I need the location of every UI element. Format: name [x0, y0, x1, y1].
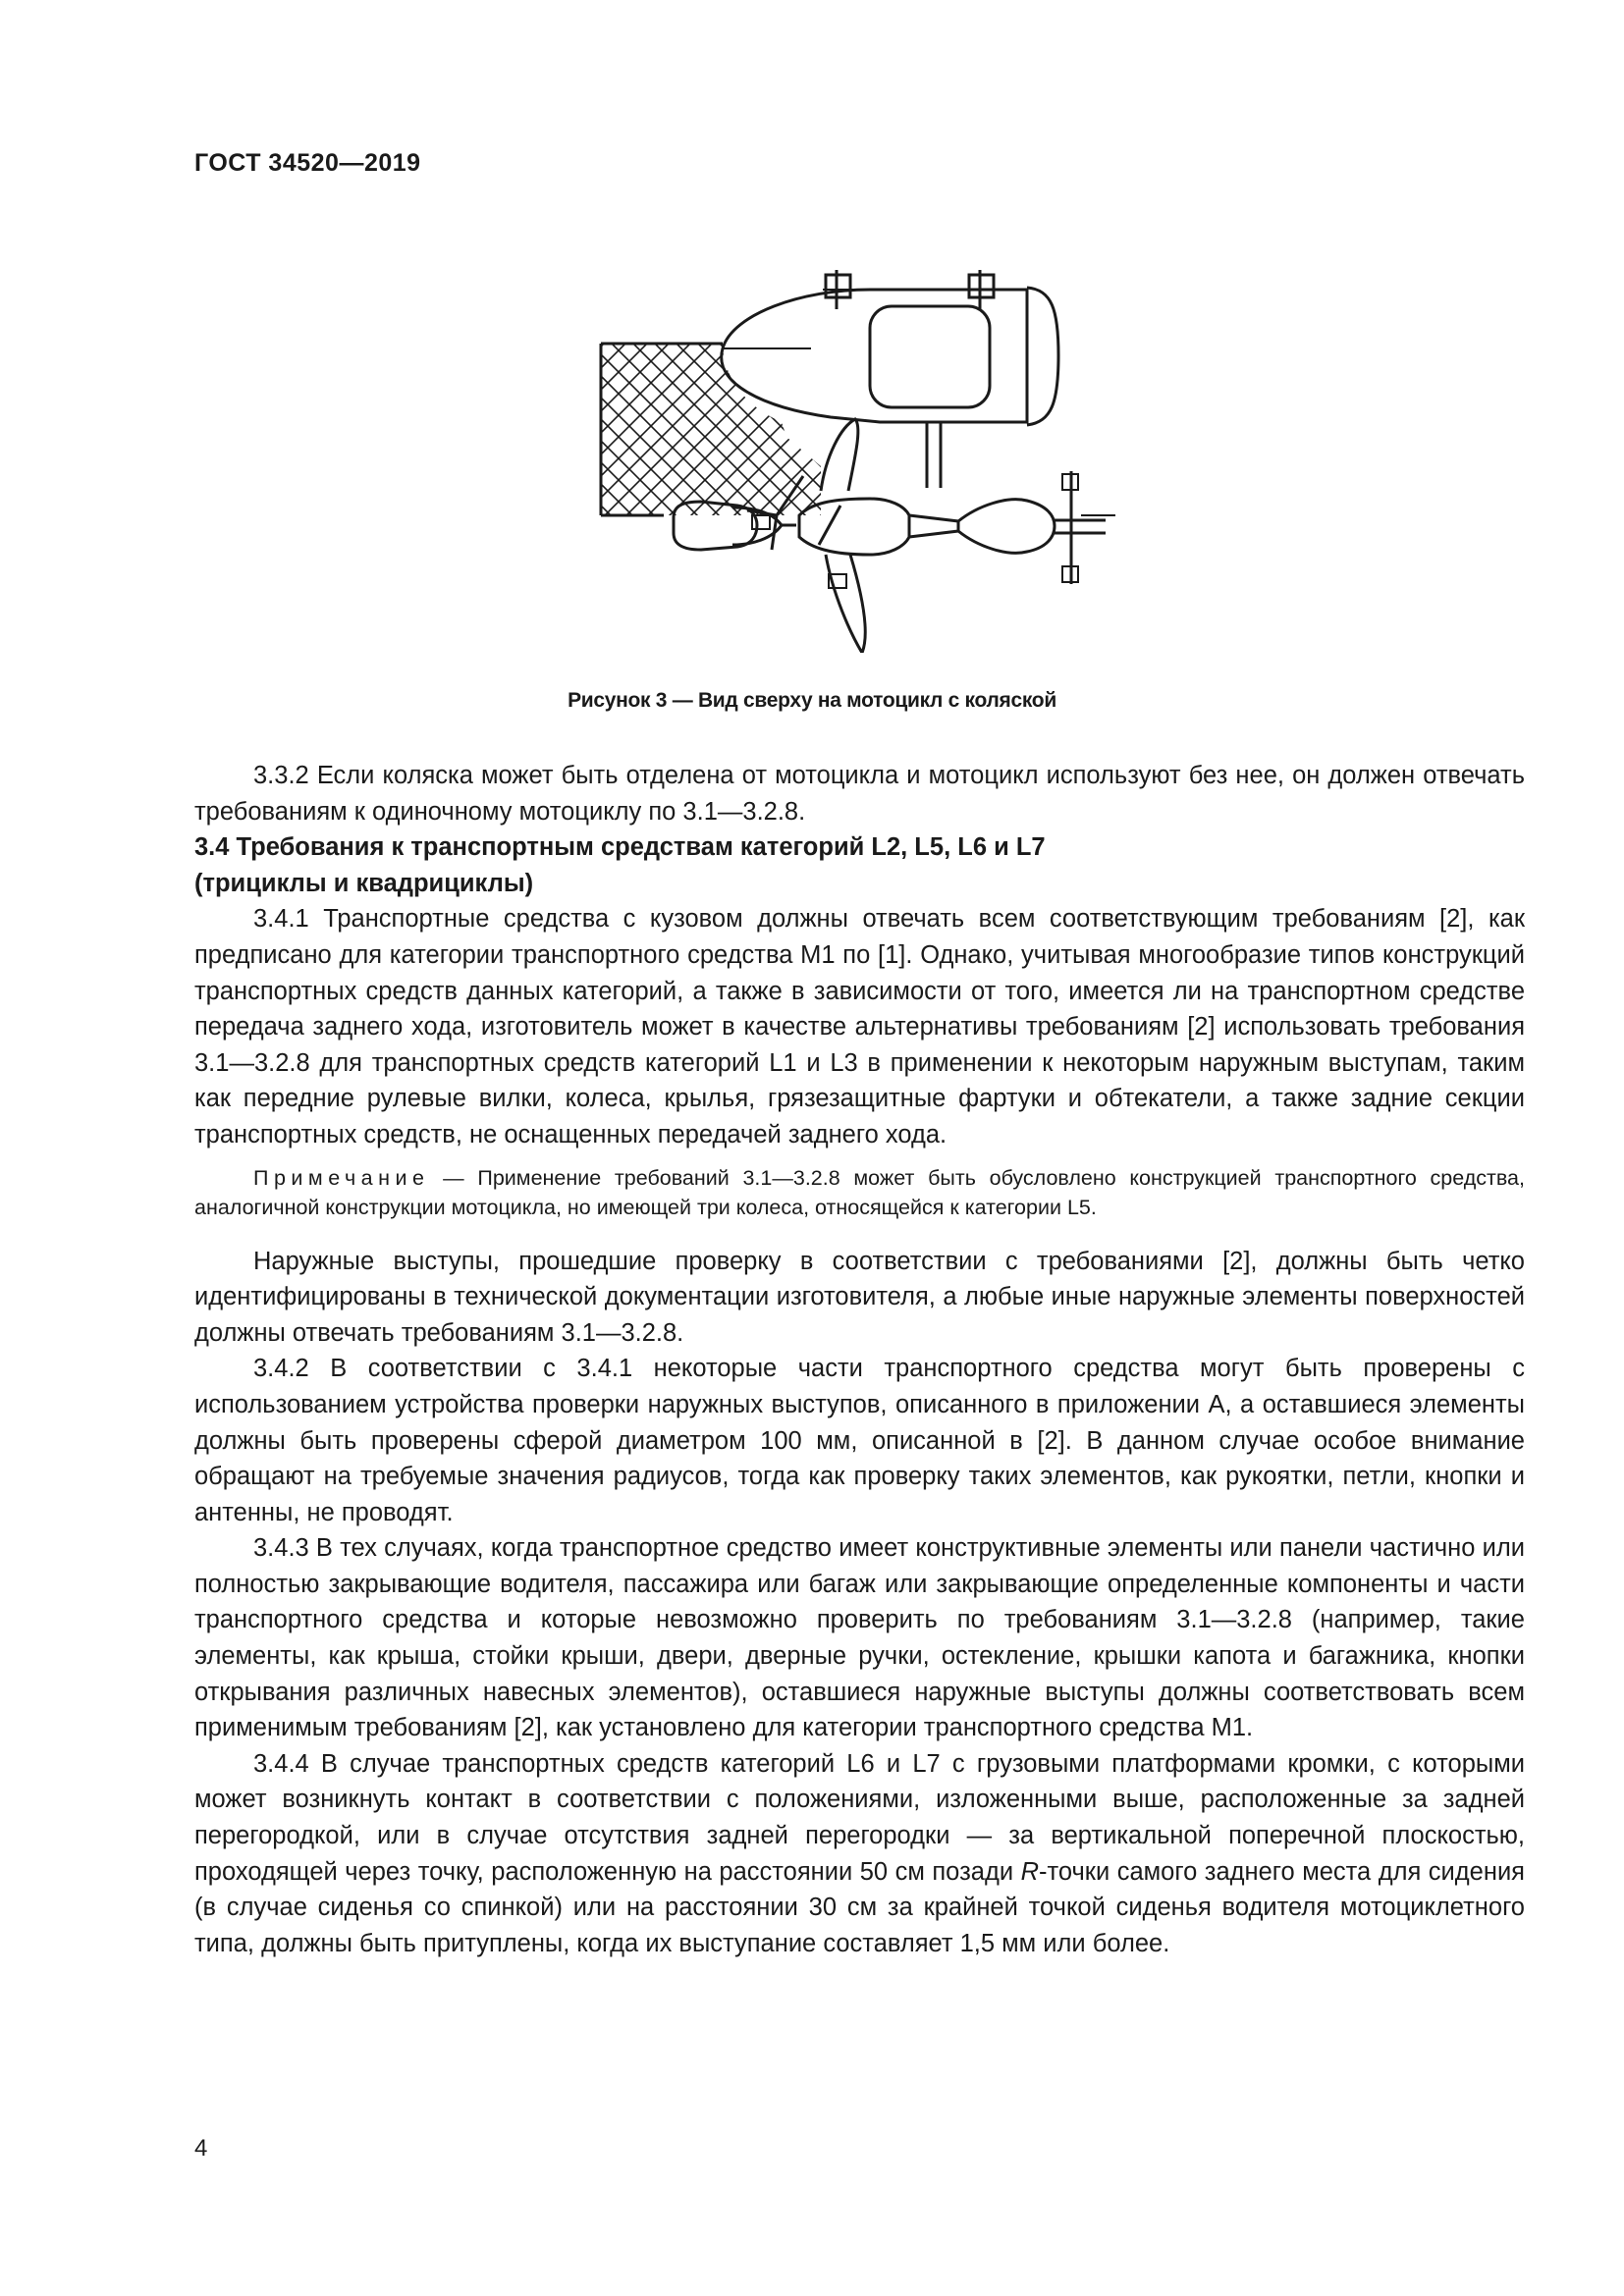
- note-text: — Применение требований 3.1—3.2.8 может быть обусловлено конструкцией транспортного средства, аналогичной конструкции мотоцикла, но имеющей три колеса, относящейся к категории L5.: [194, 1165, 1525, 1219]
- note: [194, 1163, 1525, 1222]
- section-heading-line-2: (трициклы и квадрициклы): [194, 869, 534, 897]
- note-label: Примечание: [253, 1165, 430, 1190]
- figure-caption: Рисунок 3 — Вид сверху на мотоцикл с коляской: [568, 689, 1056, 712]
- figure-3-motorcycle-sidecar-drawing: [575, 221, 1135, 653]
- document-id: ГОСТ 34520—2019: [194, 149, 421, 177]
- paragraph-3-4-4-part-a: 3.4.4 В случае транспортных средств категорий L6 и L7 с грузовыми платформами кромки, с которыми может возникнуть контакт в соответствии с положениями, изложенными выше, расположенные за задней перегородкой, или в случае отсутствия задней перегородки — за вертикальной поперечной плоскостью, проходящей через точку, расположенную на расстоянии 50 см позади: [194, 1749, 1525, 1886]
- paragraph-3-3-2: 3.3.2 Если коляска может быть отделена от мотоцикла и мотоцикл используют без нее, он должен отвечать требованиям к одиночному мотоциклу по 3.1—3.2.8.: [194, 762, 1525, 826]
- paragraph-3-4-3: 3.4.3 В тех случаях, когда транспортное средство имеет конструктивные элементы или панели частично или полностью закрывающие водителя, пассажира или багаж или закрывающие определенные компоненты и части транспортного средства и которые невозможно проверить по требованиям 3.1—3.2.8 (например, такие элементы, как крыша, стойки крыши, двери, дверные ручки, остекление, крышки капота и багажника, кнопки открывания различных навесных элементов), оставшиеся наружные выступы должны соответствовать всем применимым требованиям [2], как установлено для категории транспортного средства M1.: [194, 1534, 1525, 1742]
- section-heading-3-4: [194, 829, 1525, 901]
- section-heading-line-1: 3.4 Требования к транспортным средствам категорий L2, L5, L6 и L7: [194, 833, 1046, 862]
- paragraph-3-4-4: [194, 1746, 1525, 1962]
- page-number: 4: [194, 2135, 208, 2162]
- paragraph-3-4-2: 3.4.2 В соответствии с 3.4.1 некоторые части транспортного средства могут быть проверены с использованием устройства проверки наружных выступов, описанного в приложении А, а оставшиеся элементы должны быть проверены сферой диаметром 100 мм, описанной в [2]. В данном случае особое внимание обращают на требуемые значения радиусов, тогда как проверку таких элементов, как рукоятки, петли, кнопки и антенны, не проводят.: [194, 1355, 1525, 1526]
- paragraph-3-4-4-part-b: -точки самого заднего места для сидения (в случае сиденья со спинкой) или на расстоянии 30 см за крайней точкой сиденья водителя мотоциклетного типа, должны быть притуплены, когда их выступание составляет 1,5 мм или более.: [194, 1857, 1525, 1957]
- r-point-letter: R: [1020, 1857, 1039, 1886]
- paragraph-outer-projections: Наружные выступы, прошедшие проверку в соответствии с требованиями [2], должны быть четко идентифицированы в технической документации изготовителя, а любые иные наружные элементы поверхностей должны отвечать требованиям 3.1—3.2.8.: [194, 1247, 1525, 1347]
- body-text: [194, 758, 1525, 1961]
- paragraph-3-4-1: 3.4.1 Транспортные средства с кузовом должны отвечать всем соответствующим требованиям [2], как предписано для категории транспортного средства M1 по [1]. Однако, учитывая многообразие типов конструкций транспортных средств данных категорий, а также в зависимости от того, имеется ли на транспортном средстве передача заднего хода, изготовитель может в качестве альтернативы требованиям [2] использовать требования 3.1—3.2.8 для транспортных средств категорий L1 и L3 в применении к некоторым наружным выступам, таким как передние рулевые вилки, колеса, крылья, грязезащитные фартуки и обтекатели, а также задние секции транспортных средств, не оснащенных передачей заднего хода.: [194, 905, 1525, 1148]
